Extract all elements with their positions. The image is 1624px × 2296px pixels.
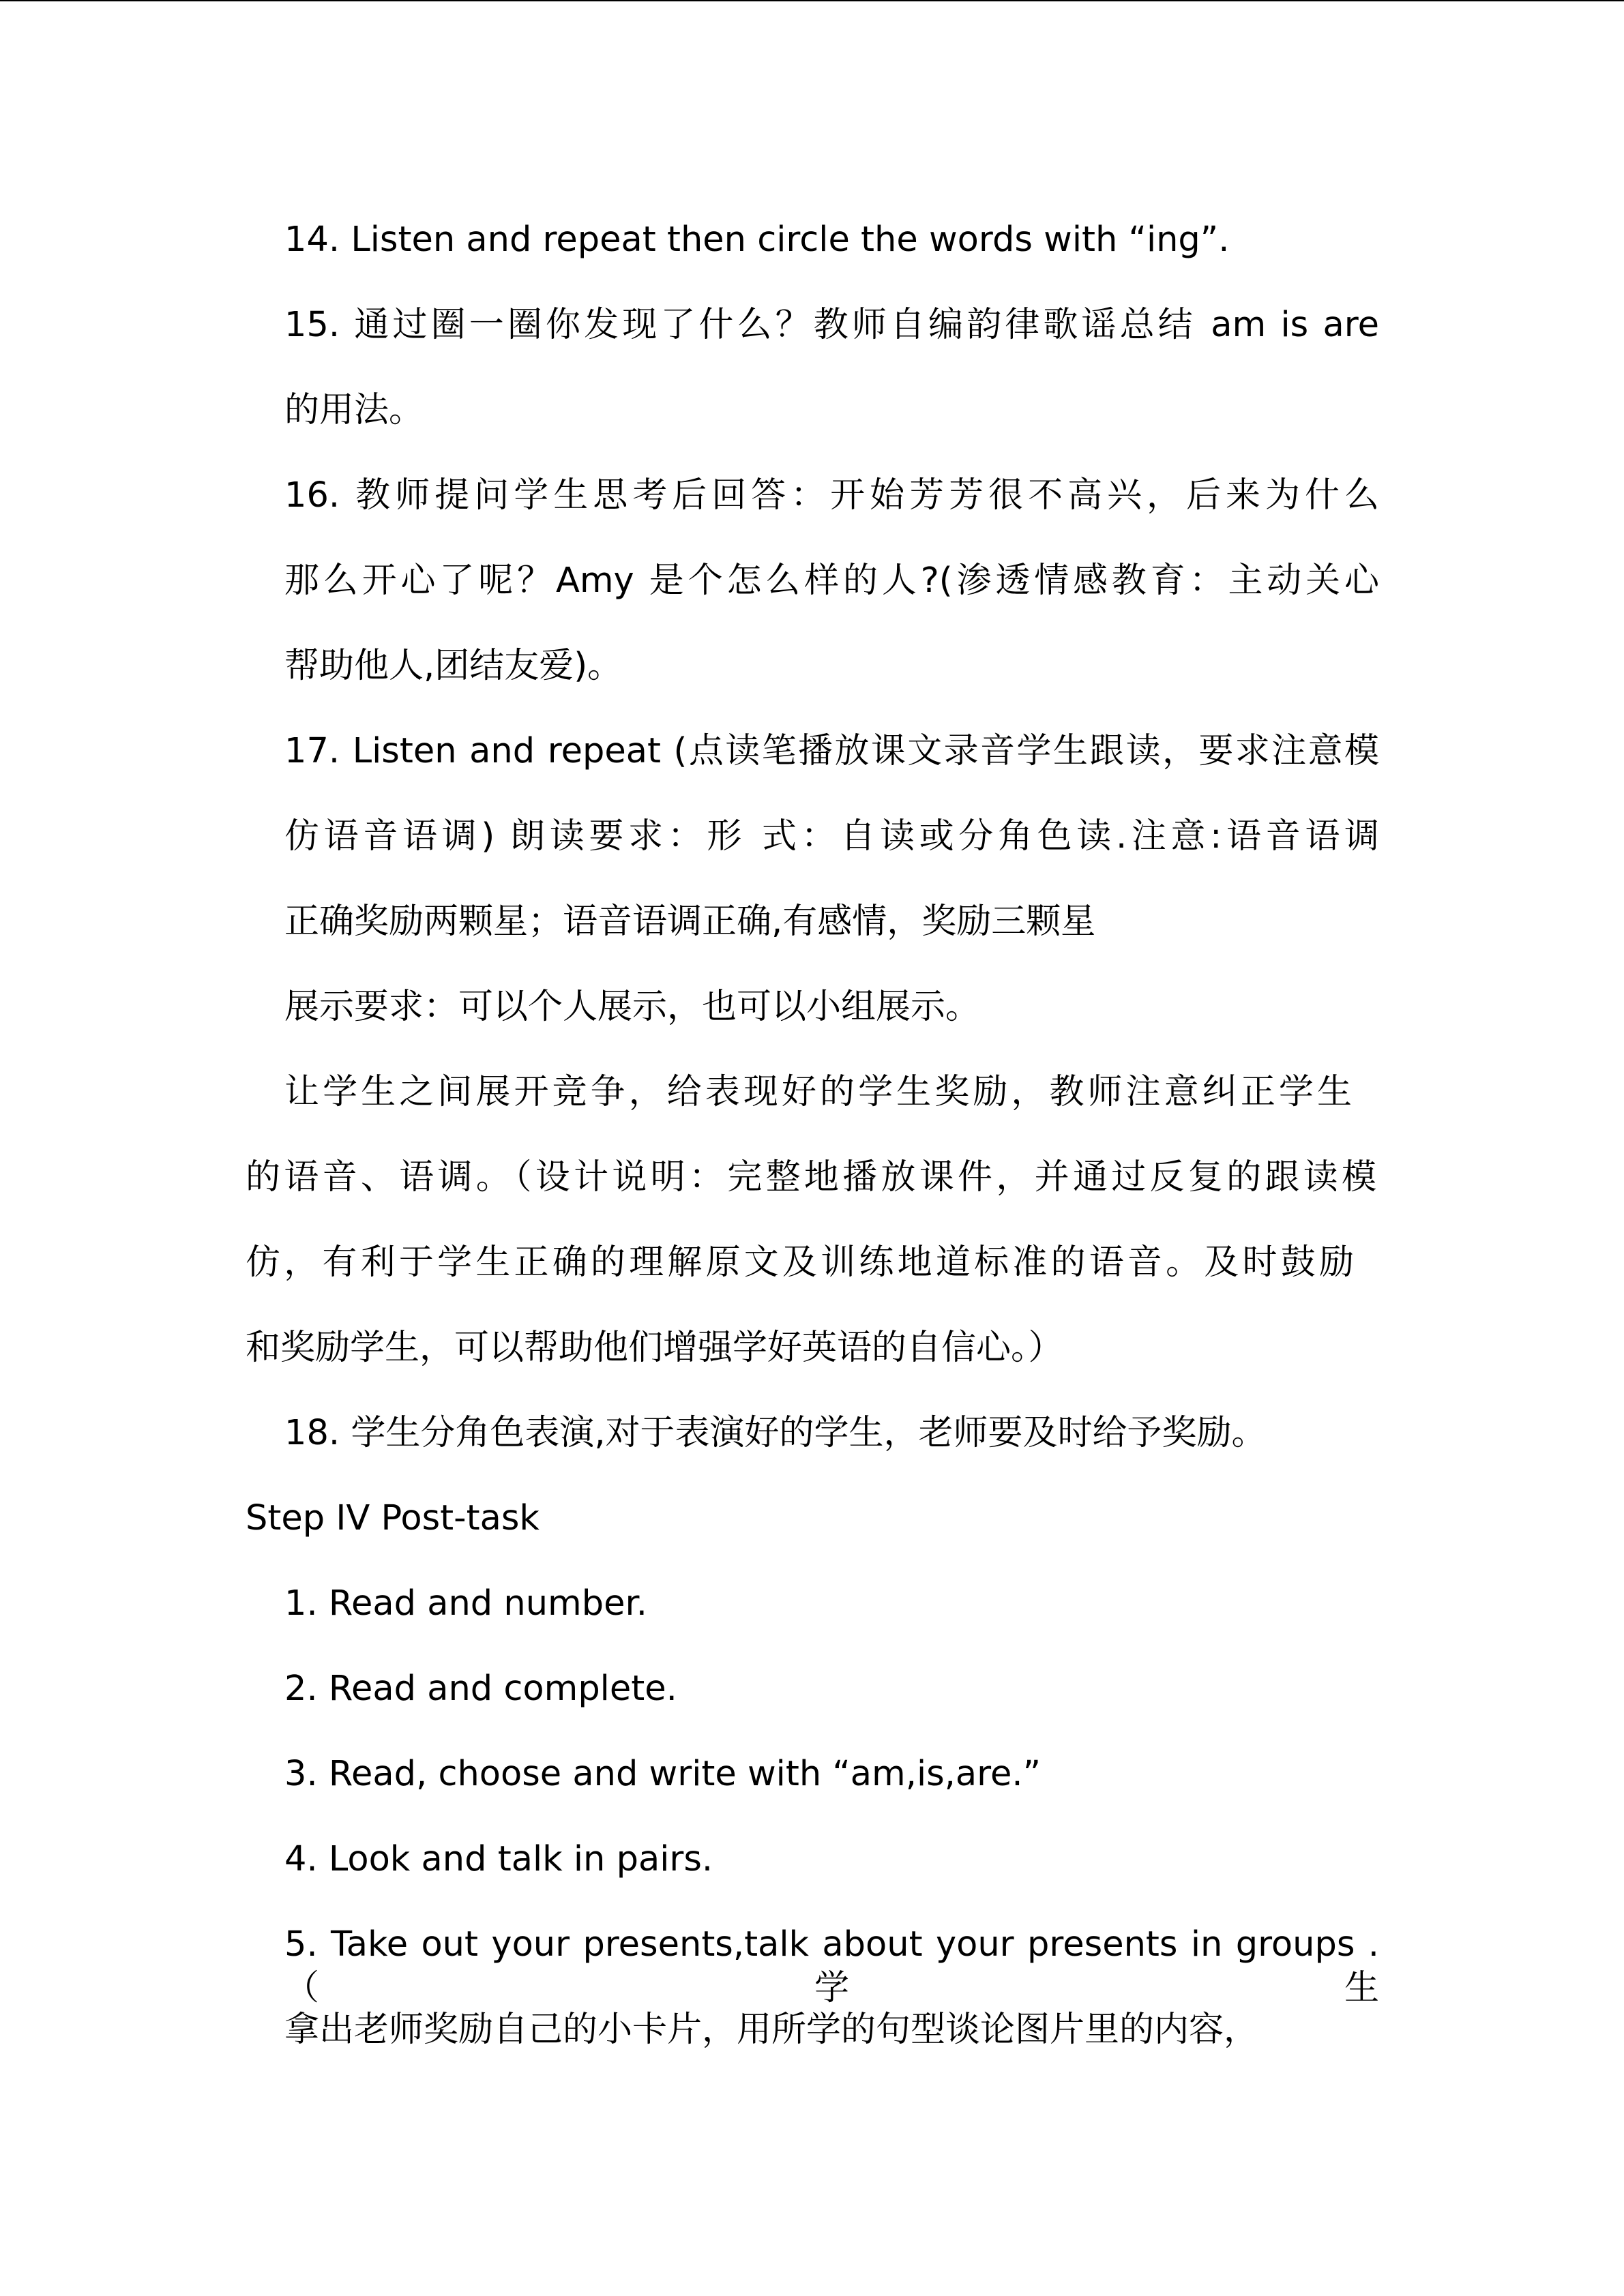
text-line-item-17: 17. Listen and repeat (点读笔播放课文录音学生跟读，要求注意模 — [284, 731, 1379, 771]
text-line-paragraph-cont-2: 仿，有利于学生正确的理解原文及训练地道标准的语音。及时鼓励 — [246, 1242, 1354, 1283]
list-item-read-and-number: 1. Read and number. — [284, 1583, 647, 1624]
list-item-read-choose-write: 3. Read, choose and write with “am,is,are.” — [284, 1754, 1042, 1794]
text-line-item-15-cont: 的用法。 — [284, 390, 424, 430]
text-line-item-18: 18. 学生分角色表演,对于表演好的学生，老师要及时给予奖励。 — [284, 1413, 1267, 1453]
text-line-item-17-cont-1: 仿语音语调) 朗读要求：形 式：自读或分角色读.注意:语音语调 — [284, 816, 1379, 856]
text-line-display-requirement: 展示要求：可以个人展示，也可以小组展示。 — [284, 987, 981, 1027]
list-item-read-and-complete: 2. Read and complete. — [284, 1669, 677, 1709]
text-line-item-16-cont-1: 那么开心了呢？Amy 是个怎么样的人?(渗透情感教育：主动关心 — [284, 561, 1379, 601]
text-line-item-14: 14. Listen and repeat then circle the words with “ing”. — [284, 220, 1230, 260]
text-line-item-16: 16. 教师提问学生思考后回答：开始芳芳很不高兴，后来为什么 — [284, 475, 1379, 516]
list-item-take-out-presents-cont: 拿出老师奖励自己的小卡片，用所学的句型谈论图片里的内容， — [284, 2010, 1259, 2050]
list-item-take-out-presents: 5. Take out your presents,talk about your presents in groups .（学生 — [284, 1924, 1379, 2008]
list-item-look-and-talk: 4. Look and talk in pairs. — [284, 1839, 713, 1879]
text-line-paragraph-start: 让学生之间展开竞争，给表现好的学生奖励，教师注意纠正学生 — [284, 1072, 1352, 1112]
text-line-paragraph-cont-3: 和奖励学生，可以帮助他们增强学好英语的自信心。） — [246, 1328, 1063, 1368]
text-line-item-16-cont-2: 帮助他人,团结友爱)。 — [284, 646, 623, 686]
section-heading-post-task: Step IV Post-task — [246, 1498, 540, 1538]
text-line-item-15: 15. 通过圈一圈你发现了什么？教师自编韵律歌谣总结 am is are — [284, 305, 1379, 345]
text-line-item-17-cont-2: 正确奖励两颗星；语音语调正确,有感情，奖励三颗星 — [284, 901, 1096, 942]
text-line-paragraph-cont-1: 的语音、语调。（设计说明：完整地播放课件，并通过反复的跟读模 — [246, 1157, 1376, 1197]
